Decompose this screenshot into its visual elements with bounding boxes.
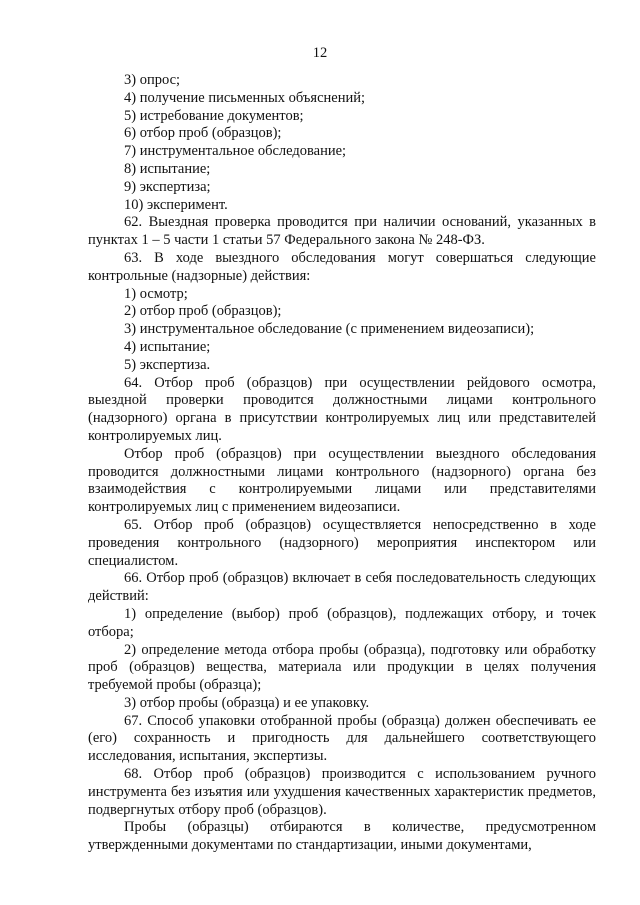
page-number: 12 xyxy=(312,45,328,61)
paragraph: 68. Отбор проб (образцов) производится с использованием ручного инструмента без изъятия или ухудшения качественных характеристик предметов, подвергнутых отбору проб (образцов). xyxy=(88,766,596,818)
paragraph: 4) испытание; xyxy=(124,338,211,355)
paragraph: 4) получение письменных объяснений; xyxy=(124,89,366,106)
paragraph: 3) отбор пробы (образца) и ее упаковку. xyxy=(124,694,370,711)
document-body xyxy=(88,72,596,855)
paragraph: Отбор проб (образцов) при осуществлении выездного обследования проводится должностными лицами контрольного (надзорного) органа без взаимодействия с контролируемыми лицами или представителями контролируемых лиц с применением видеозаписи. xyxy=(88,445,596,516)
paragraph: 64. Отбор проб (образцов) при осуществлении рейдового осмотра, выездной проверки проводится должностными лицами контрольного (надзорного) органа в присутствии контролируемых лиц или представителей контролируемых лиц. xyxy=(88,374,596,444)
paragraph: 65. Отбор проб (образцов) осуществляется непосредственно в ходе проведения контрольного (надзорного) мероприятия инспектором или специалистом. xyxy=(88,516,596,569)
paragraph: 1) осмотр; xyxy=(124,285,188,302)
paragraph: 5) экспертиза. xyxy=(124,356,211,373)
paragraph: 2) определение метода отбора пробы (образца), подготовку или обработку проб (образцов) вещества, материала или продукции в целях получения требуемой пробы (образца); xyxy=(88,641,596,694)
paragraph: 6) отбор проб (образцов); xyxy=(124,125,282,142)
paragraph: 8) испытание; xyxy=(124,160,211,177)
paragraph: 66. Отбор проб (образцов) включает в себя последовательность следующих действий: xyxy=(88,570,596,605)
paragraph: 10) эксперимент. xyxy=(124,196,228,213)
paragraph: 3) опрос; xyxy=(124,72,181,88)
paragraph: 9) экспертиза; xyxy=(124,178,211,195)
paragraph: 67. Способ упаковки отобранной пробы (образца) должен обеспечивать ее (его) сохранность и пригодность для дальнейшего соответствующего исследования, испытания, экспертизы. xyxy=(88,712,596,765)
paragraph: 1) определение (выбор) проб (образцов), подлежащих отбору, и точек отбора; xyxy=(88,605,596,640)
paragraph: 2) отбор проб (образцов); xyxy=(124,303,282,320)
paragraph: 7) инструментальное обследование; xyxy=(124,143,347,160)
paragraph: 3) инструментальное обследование (с применением видеозаписи); xyxy=(124,321,535,338)
paragraph: 62. Выездная проверка проводится при наличии оснований, указанных в пунктах 1 – 5 части 1 статьи 57 Федерального закона № 248-ФЗ. xyxy=(88,214,596,249)
paragraph: Пробы (образцы) отбираются в количестве, предусмотренном утвержденными документами по стандартизации, иными документами, xyxy=(88,819,596,854)
paragraph: 63. В ходе выездного обследования могут совершаться следующие контрольные (надзорные) действия: xyxy=(88,249,596,284)
paragraph: 5) истребование документов; xyxy=(124,107,304,124)
